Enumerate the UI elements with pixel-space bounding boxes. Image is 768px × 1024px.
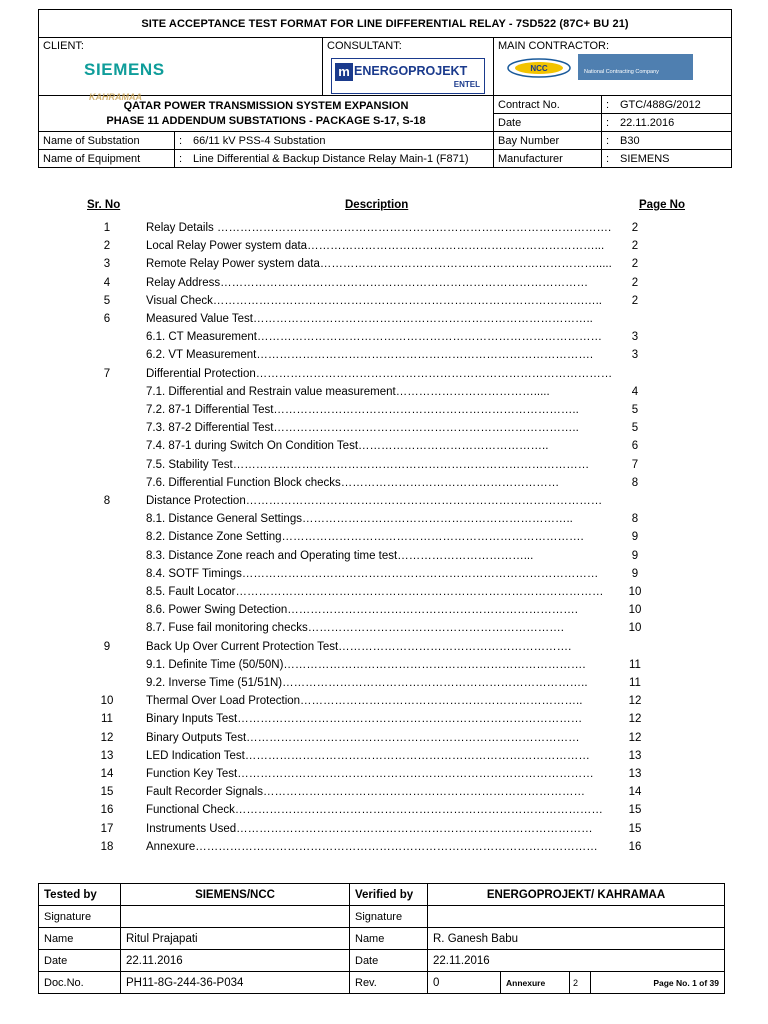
manufacturer-value: SIEMENS (620, 152, 670, 165)
index-row (0, 823, 768, 841)
index-row-page: 14 (628, 786, 642, 799)
index-row-page: 2 (631, 258, 639, 271)
siemens-logo: SIEMENS (84, 60, 165, 79)
index-row (0, 586, 768, 604)
index-row-description: Relay Details …………………………………………………………………………………………. (146, 222, 612, 234)
index-row-number: 15 (100, 786, 114, 799)
index-row-description: LED Indication Test……………………………………………………………………………… (146, 749, 590, 762)
index-row-number: 5 (103, 294, 111, 307)
client-cell (39, 38, 323, 96)
index-row-description: 8.2. Distance Zone Setting……………………………………………………………………. (146, 531, 584, 544)
equipment-cell (39, 150, 494, 168)
index-row-number: 9 (103, 640, 111, 653)
date-value: 22.11.2016 (620, 116, 675, 129)
index-row (0, 459, 768, 477)
annexure-label: Annexure (501, 972, 570, 994)
verifier-signature-field (428, 906, 725, 928)
index-row-description: 8.7. Fuse fail monitoring checks…………………………………………………………. (146, 622, 564, 635)
index-row-page: 12 (628, 731, 642, 744)
index-row-description: Relay Address…………………………………………………………………………………… (146, 276, 589, 289)
doc-no-value: PH11-8G-244-36-P034 (121, 972, 350, 994)
index-row-page: 7 (631, 458, 639, 471)
kahramaa-logo: KAHRAMAA (89, 92, 142, 102)
index-row-description: 8.5. Fault Locator…………………………………………………………………………………… (146, 586, 604, 598)
contract-value-cell: : GTC/488G/2012 (602, 96, 732, 114)
index-row-number: 17 (100, 822, 114, 835)
index-row-number: 4 (103, 276, 111, 289)
index-row (0, 604, 768, 622)
contract-label: Contract No. (494, 96, 602, 114)
tester-signature-field (121, 906, 350, 928)
index-row (0, 713, 768, 731)
index-row-description: 7.1. Differential and Restrain value measurement………………………………..... (146, 385, 550, 398)
index-row-description: Binary Outputs Test…………………………………………………………………………… (146, 731, 580, 744)
index-row-number: 3 (103, 258, 111, 271)
tester-name: Ritul Prajapati (121, 928, 350, 950)
index-row-page: 8 (631, 476, 639, 489)
verified-by-label: Verified by (350, 884, 428, 906)
annexure-value: 2 (570, 972, 591, 994)
index-row-page: 5 (631, 404, 639, 416)
index-row (0, 695, 768, 713)
index-row-number: 8 (103, 495, 111, 507)
index-row (0, 732, 768, 750)
energoprojekt-mark-icon: m (335, 63, 353, 81)
index-row (0, 841, 768, 859)
index-row-page: 10 (628, 586, 642, 598)
index-row-page: 4 (631, 385, 639, 398)
index-row-page: 2 (631, 294, 639, 307)
index-row (0, 513, 768, 531)
index-row-description: 7.4. 87-1 during Switch On Condition Test………………………………………….. (146, 440, 549, 453)
index-row-page: 2 (631, 276, 639, 289)
index-row-page: 6 (631, 440, 639, 453)
index-row (0, 677, 768, 695)
index-row-description: 6.2. VT Measurement……………………………………………………………………………. (146, 349, 594, 362)
tester-name-label: Name (39, 928, 121, 950)
index-row (0, 349, 768, 367)
index-row-page: 13 (628, 749, 642, 762)
index-row (0, 622, 768, 640)
client-label: CLIENT: (43, 40, 84, 52)
index-row (0, 386, 768, 404)
index-row-description: 8.4. SOTF Timings………………………………………………………………………………… (146, 567, 599, 580)
index-row (0, 240, 768, 258)
index-row-description: Function Key Test………………………………………………………………………………… (146, 768, 594, 780)
project-title-cell (39, 92, 494, 132)
energoprojekt-logo (331, 58, 485, 94)
index-row (0, 440, 768, 458)
index-row-page: 5 (631, 422, 639, 435)
index-row (0, 568, 768, 586)
index-row-number: 16 (100, 804, 114, 817)
index-row-description: Binary Inputs Test……………………………………………………………………………… (146, 713, 583, 726)
substation-value-cell: : 66/11 kV PSS-4 Substation (179, 134, 326, 147)
index-row-description: Back Up Over Current Protection Test……………………………………………………. (146, 640, 572, 653)
index-row-description: Differential Protection………………………………………………………………………………… (146, 367, 613, 380)
entel-logo-text: ENTEL (453, 80, 480, 89)
index-row-description: Functional Check…………………………………………………………………………………… (146, 804, 603, 817)
index-row-description: 7.6. Differential Function Block checks………………………………………………… (146, 476, 560, 489)
tested-by-value: SIEMENS/NCC (121, 884, 350, 906)
index-row-number: 6 (103, 313, 111, 325)
index-row (0, 404, 768, 422)
tester-date-label: Date (39, 950, 121, 972)
index-row-description: 7.2. 87-1 Differential Test…………………………………………………………………….. (146, 404, 579, 416)
doc-no-label: Doc.No. (39, 972, 121, 994)
index-row-page: 11 (629, 677, 641, 689)
verifier-name-label: Name (350, 928, 428, 950)
manufacturer-label: Manufacturer (494, 150, 602, 168)
index-row (0, 641, 768, 659)
index-row-page: 9 (631, 531, 639, 544)
index-row (0, 750, 768, 768)
tester-date: 22.11.2016 (121, 950, 350, 972)
index-row (0, 295, 768, 313)
sr-no-heading: Sr. No (87, 199, 121, 211)
consultant-cell (323, 38, 494, 96)
ncc-badge-text: National Contracting Company (584, 69, 659, 75)
index-row-page: 3 (631, 331, 639, 344)
rev-value: 0 (428, 972, 501, 994)
index-row-description: Fault Recorder Signals………………………………………………………………………… (146, 786, 585, 799)
index-row-page: 10 (628, 604, 642, 617)
index-row-number: 7 (103, 367, 111, 380)
equipment-label: Name of Equipment (39, 150, 175, 167)
index-row-description: 9.2. Inverse Time (51/51N)…………………………………………………………………….. (146, 677, 588, 689)
substation-value: 66/11 kV PSS-4 Substation (193, 134, 326, 147)
ncc-badge (578, 54, 693, 80)
index-row (0, 368, 768, 386)
index-row (0, 531, 768, 549)
index-row (0, 495, 768, 513)
index-row-description: 7.3. 87-2 Differential Test…………………………………………………………………….. (146, 422, 579, 435)
signoff-table (38, 883, 725, 994)
consultant-label: CONSULTANT: (327, 40, 402, 52)
index-row-page: 9 (631, 549, 639, 562)
index-row (0, 550, 768, 568)
index-row-description: Thermal Over Load Protection……………………………………………………………….. (146, 695, 583, 708)
index-row-description: Remote Relay Power system data………………………………………………………………..... (146, 258, 612, 271)
index-row-page: 16 (628, 840, 642, 853)
index-row-description: 8.3. Distance Zone reach and Operating time test……………………………... (146, 549, 534, 562)
equipment-value-cell: : Line Differential & Backup Distance Relay Main-1 (F871) (179, 152, 469, 165)
contractor-cell (494, 38, 732, 96)
equipment-value: Line Differential & Backup Distance Relay Main-1 (F871) (193, 152, 469, 165)
bay-label: Bay Number (494, 132, 602, 150)
ncc-logo (506, 57, 572, 79)
index-row-number: 13 (100, 749, 114, 762)
index-row-description: 8.1. Distance General Settings…………………………………………………………….. (146, 513, 573, 526)
index-row-page: 2 (631, 240, 639, 253)
index-row-description: Visual Check…………………………………………………………………………………….….. (146, 294, 602, 307)
tested-by-label: Tested by (39, 884, 121, 906)
index-row-description: Local Relay Power system data…………………………………………………………………... (146, 240, 605, 253)
index-row-description: Distance Protection………………………………………………………………………………… (146, 495, 603, 507)
index-row-page: 13 (628, 768, 642, 780)
header-table (38, 9, 732, 168)
index-row-page: 12 (628, 695, 642, 708)
index-row-page: 12 (628, 713, 642, 726)
index-row-description: Annexure…………………………………………………………………………………………… (146, 840, 598, 853)
index-row-number: 2 (103, 240, 111, 253)
verified-by-value: ENERGOPROJEKT/ KAHRAMAA (428, 884, 725, 906)
index-row-description: 7.5. Stability Test………………………………………………………………………………… (146, 458, 590, 471)
index-row-description: Instruments Used………………………………………………………………………………… (146, 822, 593, 835)
index-row-number: 18 (100, 840, 114, 853)
index-row-number: 12 (100, 731, 114, 744)
page-no-heading: Page No (639, 199, 686, 211)
document-title: SITE ACCEPTANCE TEST FORMAT FOR LINE DIFFERENTIAL RELAY - 7SD522 (87C+ BU 21) (39, 10, 732, 38)
verifier-date: 22.11.2016 (428, 950, 725, 972)
index-row-page: 10 (628, 622, 642, 635)
substation-cell (39, 132, 494, 150)
project-title-line2: PHASE 11 ADDENDUM SUBSTATIONS - PACKAGE S-17, S-18 (106, 114, 426, 127)
index-row-description: 6.1. CT Measurement……………………………………………………………………………… (146, 331, 603, 344)
index-row-page: 3 (631, 349, 639, 362)
tester-signature-label: Signature (39, 906, 121, 928)
index-row (0, 222, 768, 240)
index-row-description: 9.1. Definite Time (50/50N)……………………………………………………………………. (146, 658, 586, 671)
index-row (0, 659, 768, 677)
index-row (0, 786, 768, 804)
index-row-description: 8.6. Power Swing Detection…………………………………………………………………. (146, 604, 578, 617)
index-row-number: 11 (101, 713, 113, 726)
index-row (0, 331, 768, 349)
index-row-page: 2 (631, 222, 639, 234)
index-row (0, 422, 768, 440)
index-row-number: 1 (103, 222, 111, 234)
index-row (0, 277, 768, 295)
index-row (0, 258, 768, 276)
contractor-label: MAIN CONTRACTOR: (498, 40, 610, 52)
page-number: Page No. 1 of 39 (591, 972, 725, 994)
verifier-name: R. Ganesh Babu (428, 928, 725, 950)
rev-label: Rev. (350, 972, 428, 994)
index-row-page: 9 (631, 567, 639, 580)
substation-label: Name of Substation (39, 132, 175, 149)
project-title-line1: QATAR POWER TRANSMISSION SYSTEM EXPANSION (123, 99, 409, 112)
index-row (0, 313, 768, 331)
verifier-signature-label: Signature (350, 906, 428, 928)
description-heading: Description (345, 199, 409, 211)
energoprojekt-logo-text: ENERGOPROJEKT (354, 64, 468, 78)
index-row-page: 15 (628, 804, 642, 817)
index-row (0, 477, 768, 495)
date-label: Date (494, 114, 602, 132)
date-value-cell: : 22.11.2016 (602, 114, 732, 132)
index-row-number: 14 (100, 768, 114, 780)
index-row-page: 11 (629, 658, 641, 671)
bay-value: B30 (620, 134, 640, 147)
index-row-page: 8 (631, 513, 639, 526)
svg-text:NCC: NCC (530, 64, 548, 73)
contract-value: GTC/488G/2012 (620, 98, 701, 111)
manufacturer-value-cell: : SIEMENS (602, 150, 732, 168)
bay-value-cell: : B30 (602, 132, 732, 150)
index-row-description: Measured Value Test…………………………………………………………………………….. (146, 313, 593, 325)
index-row (0, 804, 768, 822)
verifier-date-label: Date (350, 950, 428, 972)
index-row-number: 10 (100, 695, 114, 708)
index-row-page: 15 (628, 822, 642, 835)
index-row (0, 768, 768, 786)
